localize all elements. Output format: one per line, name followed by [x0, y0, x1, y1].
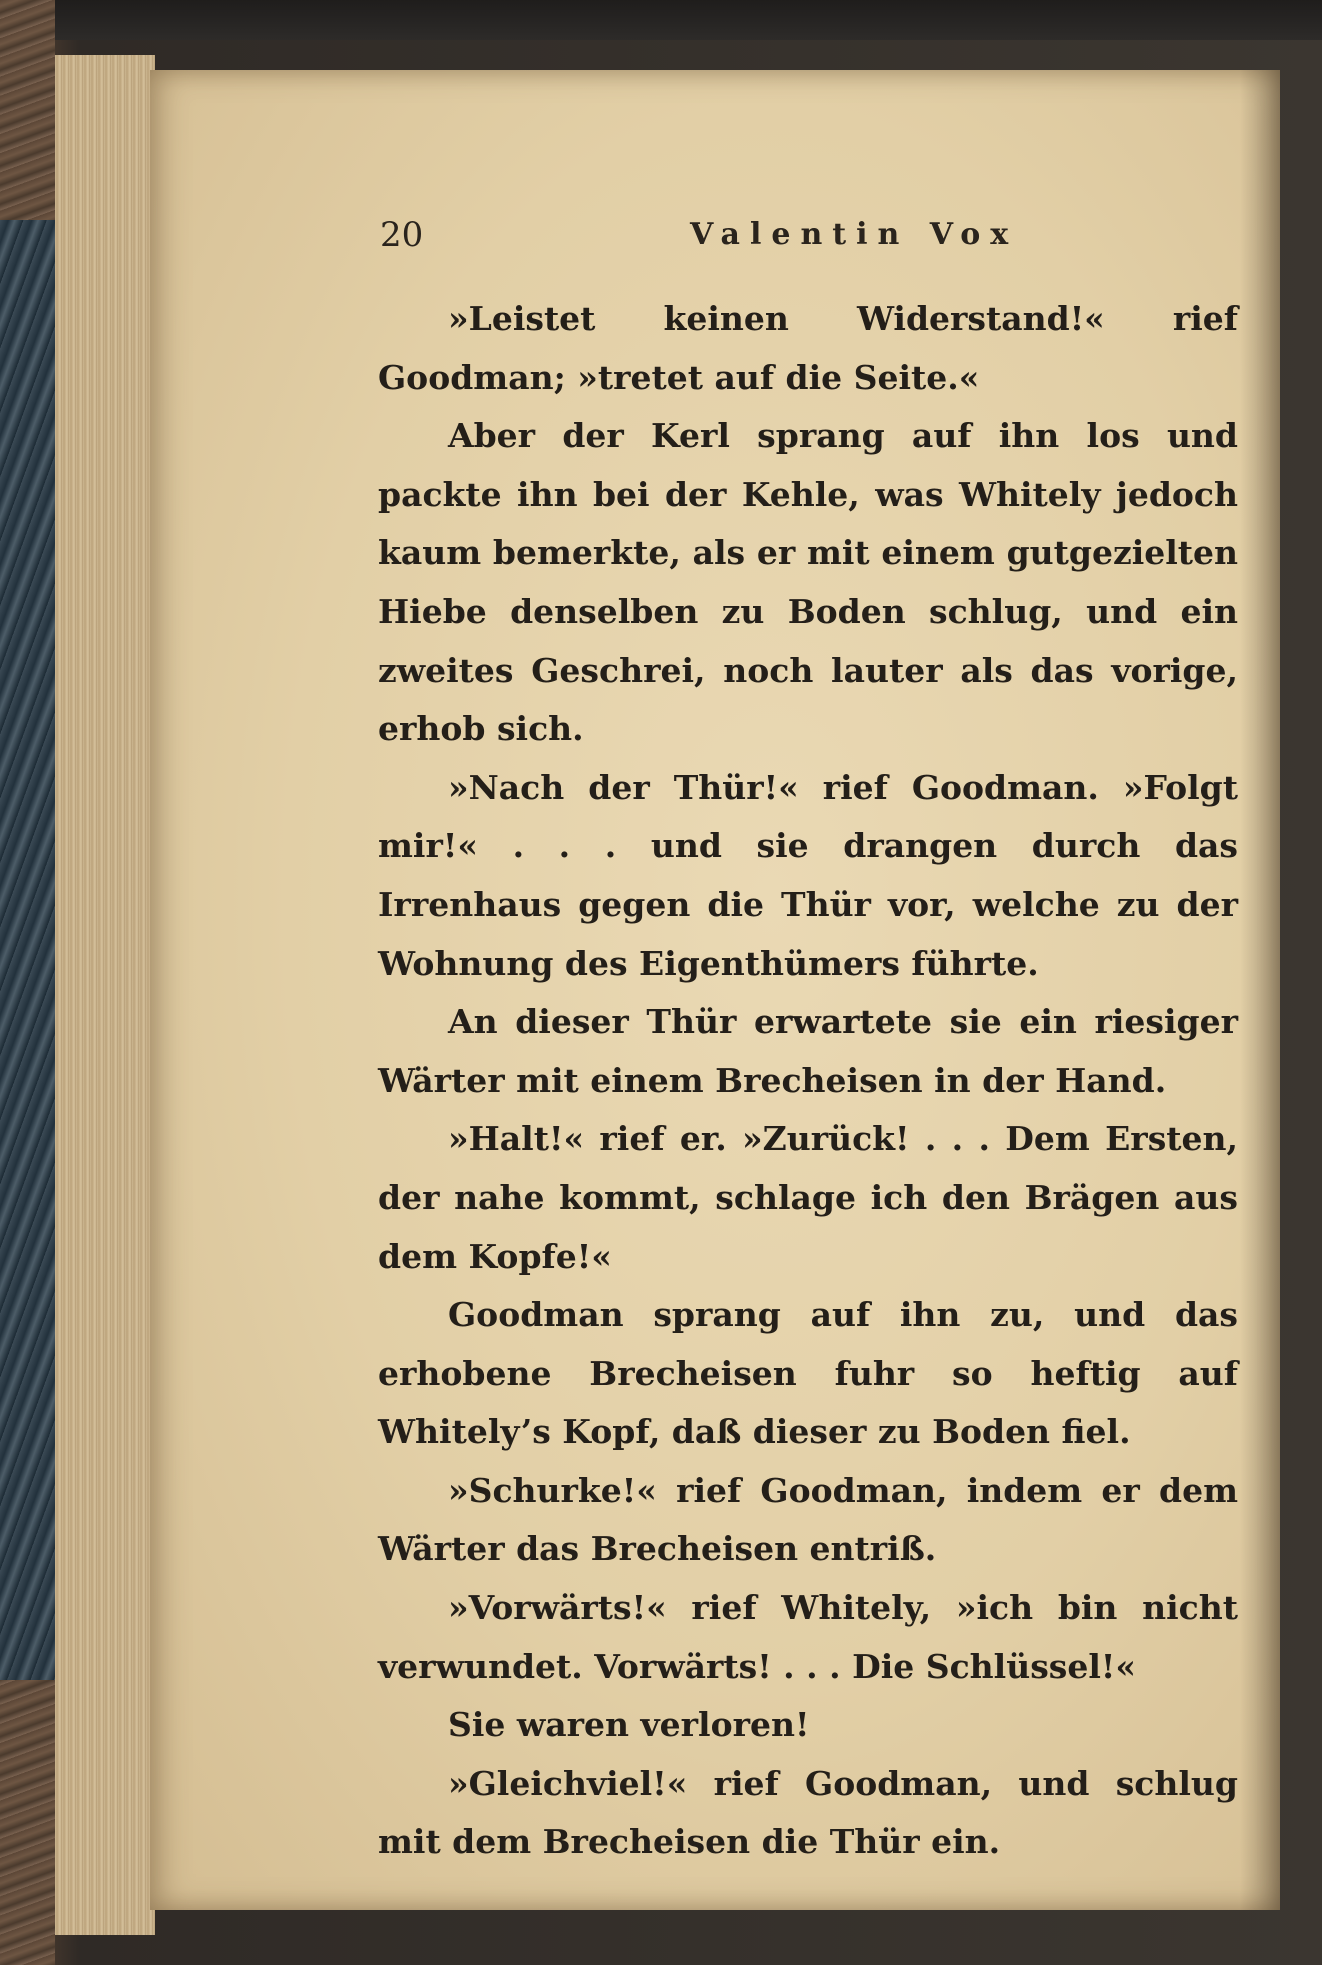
paragraph: Aber der Kerl sprang auf ihn los und packte ihn bei der Kehle, was Whitely jedoch kaum bemerkte, als er mit einem gutgezielten Hiebe denselben zu Boden schlug, und ein zweites Geschrei, noch lauter als das vorige, erhob sich. [378, 416, 1238, 749]
paragraph: »Leistet keinen Widerstand!« rief Goodman; »tretet auf die Seite.« [378, 299, 1238, 397]
running-title: Valentin Vox [690, 217, 1019, 252]
book-cover-top [0, 0, 1322, 40]
page-number: 20 [380, 215, 424, 255]
paragraph: Goodman sprang auf ihn zu, und das erhobene Brecheisen fuhr so heftig auf Whitely’s Kopf, daß dieser zu Boden fiel. [378, 1295, 1238, 1452]
marbled-cover [0, 220, 55, 1680]
paragraph: Sie waren verloren! [448, 1705, 810, 1745]
spine-shadow [1240, 70, 1280, 1910]
paragraph: »Nach der Thür!« rief Goodman. »Folgt mir!« . . . und sie drangen durch das Irrenhaus gegen die Thür vor, welche zu der Wohnung des Eigenthümers führte. [378, 767, 1238, 983]
book-cover-left [0, 0, 55, 1965]
page-edges [55, 55, 155, 1935]
page-header [230, 215, 1230, 265]
paragraph: »Gleichviel!« rief Goodman, und schlug mit dem Brecheisen die Thür ein. [378, 1763, 1238, 1862]
paragraph: »Schurke!« rief Goodman, indem er dem Wärter das Brecheisen entriß. [378, 1470, 1238, 1569]
paragraph: »Vorwärts!« rief Whitely, »ich bin nicht verwundet. Vorwärts! . . . Die Schlüssel!« [378, 1588, 1238, 1686]
body-text [378, 290, 1238, 1872]
paragraph: »Halt!« rief er. »Zurück! . . . Dem Ersten, der nahe kommt, schlage ich den Brägen aus dem Kopfe!« [378, 1119, 1238, 1276]
paragraph: An dieser Thür erwartete sie ein riesiger Wärter mit einem Brecheisen in der Hand. [378, 1002, 1238, 1100]
